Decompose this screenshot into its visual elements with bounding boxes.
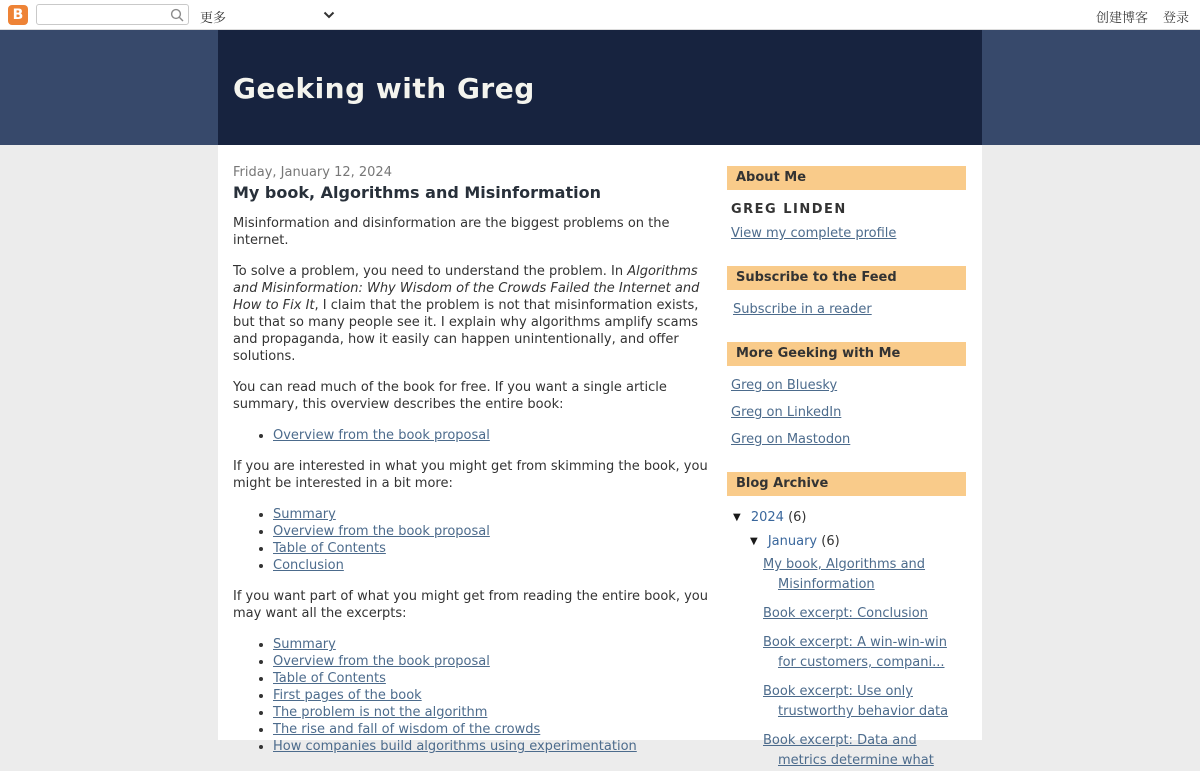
subscribe-reader-link[interactable]: Subscribe in a reader [733,302,872,317]
post-column [218,145,713,754]
blogger-navbar [0,0,1200,30]
post-link[interactable]: First pages of the book [273,688,422,703]
archive-year-link[interactable]: 2024 [750,510,784,525]
about-me-section [727,166,966,241]
archive-year-count: (6) [788,510,807,525]
post-link[interactable]: The rise and fall of wisdom of the crowds [273,722,541,737]
post-link[interactable]: Conclusion [273,558,344,573]
list-item [273,670,713,687]
collapse-triangle-icon[interactable]: ▼ [750,536,758,547]
archive-post-link[interactable]: Book excerpt: Data and metrics determine what [763,733,934,768]
archive-post-row [727,682,966,722]
post-link-list [233,506,713,574]
sign-in-link[interactable]: 登录 [1162,11,1189,26]
view-profile-link[interactable]: View my complete profile [731,226,897,241]
more-geeking-section [727,342,966,447]
post-paragraph: If you are interested in what you might get from skimming the book, you might be interested in a bit more: [233,459,708,491]
archive-month-row [727,532,966,552]
book-title-italic: Algorithms and Misinformation: Why Wisdom of the Crowds Failed the Internet and How to Fix It [233,264,700,313]
archive-month-link[interactable]: January [767,534,818,549]
subscribe-section [727,266,966,317]
header-band [0,30,1200,145]
post-title: My book, Algorithms and Misinformation [233,183,601,202]
blogger-logo-icon[interactable]: B [8,5,28,25]
post-link[interactable]: Overview from the book proposal [273,428,490,443]
archive-post-link[interactable]: Book excerpt: Use only trustworthy behavior data [763,684,949,719]
archive-post-row [727,731,966,771]
post-link[interactable]: The problem is not the algorithm [273,705,488,720]
list-item [273,557,713,574]
archive-post-list [727,555,966,771]
search-icon[interactable] [170,8,184,22]
list-item [273,738,713,755]
social-link[interactable]: Greg on Mastodon [731,432,851,447]
post-link-list [233,636,713,755]
list-item [273,636,713,653]
subscribe-header: Subscribe to the Feed [727,266,966,290]
list-item [273,704,713,721]
more-dropdown[interactable]: 更多 [200,11,227,26]
list-item [273,427,713,444]
post-link[interactable]: Overview from the book proposal [273,524,490,539]
post-paragraph: You can read much of the book for free. If you want a single article summary, this overview describes the entire book: [233,380,667,412]
social-link-row [731,378,962,393]
paragraph-text: , I claim that the problem is not that misinformation exists, but that so many people see it. I explain why algorithms amplify scams and propaganda, how it easily can happen unintentionally, and offer solutions. [233,298,699,364]
create-blog-link[interactable]: 创建博客 [1095,11,1148,26]
list-item [273,523,713,540]
more-geeking-header: More Geeking with Me [727,342,966,366]
post-paragraph [233,263,713,365]
column-gap [713,145,727,740]
chevron-down-icon[interactable] [323,11,335,19]
archive-post-row [727,633,966,673]
archive-post-row [727,604,966,624]
archive-post-link[interactable]: Book excerpt: A win-win-win for customers, compani... [763,635,947,670]
post-link[interactable]: Table of Contents [273,541,386,556]
post-paragraph: If you want part of what you might get from reading the entire book, you may want all the excerpts: [233,589,708,621]
archive-year-row [727,508,966,528]
author-name: GREG LINDEN [731,202,847,217]
paragraph-text: To solve a problem, you need to understand the problem. In [233,264,628,279]
post-link[interactable]: Summary [273,637,336,652]
archive-post-link[interactable]: My book, Algorithms and Misinformation [763,557,926,592]
social-link-row [731,405,962,420]
collapse-triangle-icon[interactable]: ▼ [733,512,741,523]
archive-post-row [727,555,966,595]
post-body [233,215,713,755]
list-item [273,721,713,738]
about-me-header: About Me [727,166,966,190]
blog-archive-header: Blog Archive [727,472,966,496]
archive-post-link[interactable]: Book excerpt: Conclusion [763,606,928,621]
post-link[interactable]: How companies build algorithms using experimentation [273,739,637,754]
search-input[interactable] [36,4,189,25]
post-link[interactable]: Overview from the book proposal [273,654,490,669]
post-paragraph: Misinformation and disinformation are the biggest problems on the internet. [233,216,670,248]
social-link[interactable]: Greg on Bluesky [731,378,838,393]
social-link-row [731,432,962,447]
social-link[interactable]: Greg on LinkedIn [731,405,842,420]
post-date: Friday, January 12, 2024 [233,165,392,180]
list-item [273,506,713,523]
post-link[interactable]: Summary [273,507,336,522]
post-link-list [233,427,713,444]
list-item [273,653,713,670]
blog-header [218,30,982,145]
content-area [218,145,982,768]
navbar-right [1096,7,1189,26]
list-item [273,687,713,704]
list-item [273,540,713,557]
archive-month-count: (6) [821,534,840,549]
sidebar [727,145,966,768]
blog-title[interactable]: Geeking with Greg [233,72,535,105]
post-link[interactable]: Table of Contents [273,671,386,686]
blog-archive-section [727,472,966,771]
